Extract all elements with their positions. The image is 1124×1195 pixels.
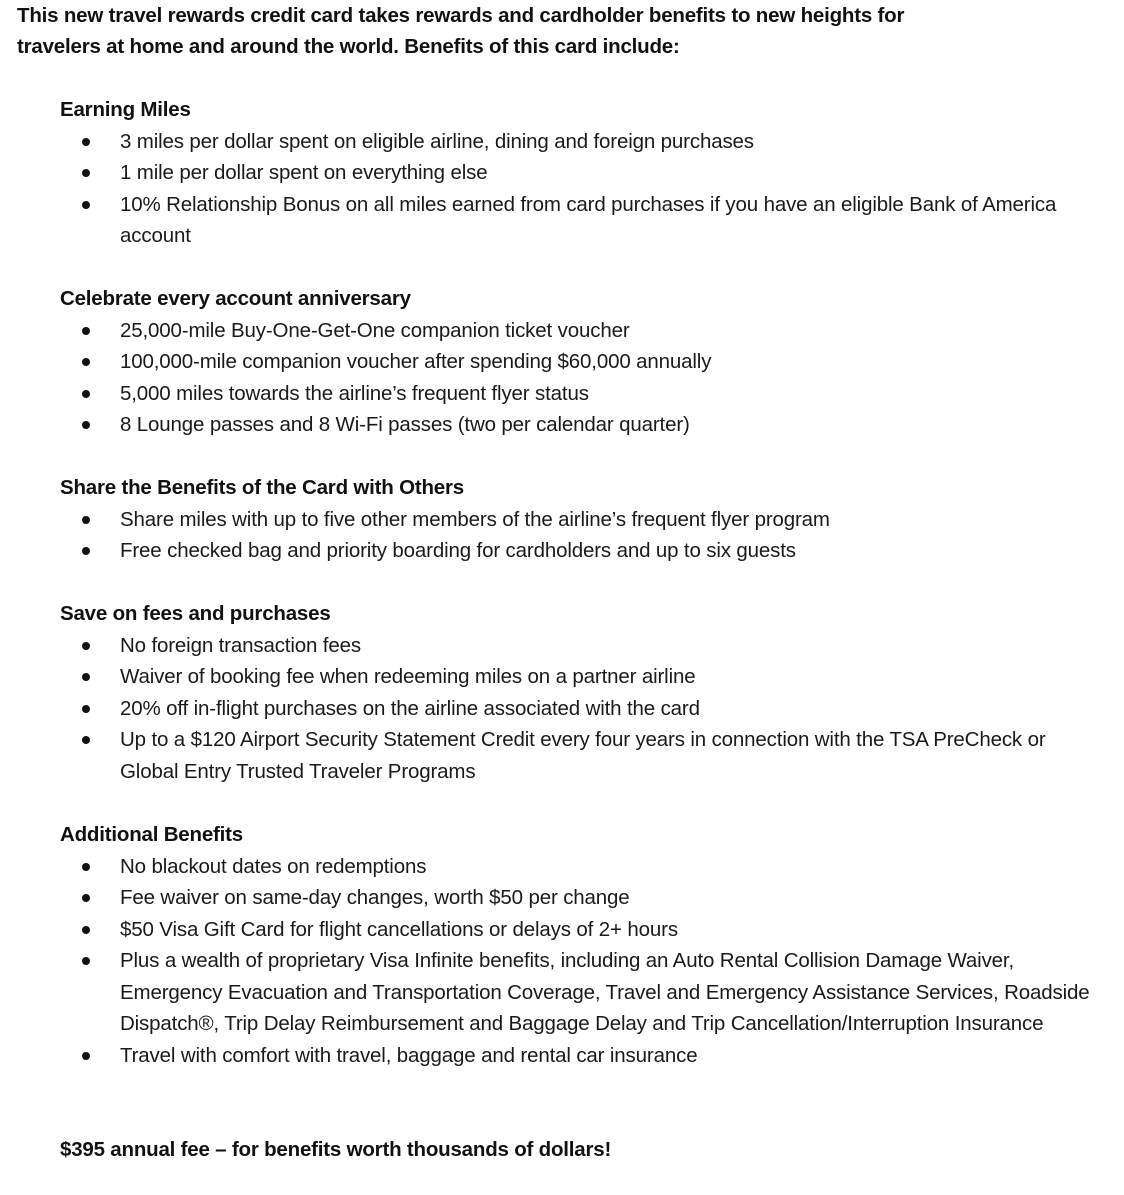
benefit-list: [60, 504, 1110, 567]
section-additional-benefits: [60, 819, 1110, 1071]
bullet-icon: [82, 358, 90, 366]
benefit-list: [60, 126, 1110, 252]
list-item: No blackout dates on redemptions: [60, 851, 1110, 883]
section-earning-miles: [60, 94, 1110, 252]
bullet-icon: [82, 390, 90, 398]
section-heading: Celebrate every account anniversary: [60, 287, 411, 310]
list-item: Waiver of booking fee when redeeming miles on a partner airline: [60, 661, 1110, 693]
bullet-icon: [82, 138, 90, 146]
annual-fee-statement: $395 annual fee – for benefits worth thousands of dollars!: [60, 1138, 612, 1161]
bullet-icon: [82, 169, 90, 177]
intro-paragraph: [17, 0, 1097, 62]
section-heading: Share the Benefits of the Card with Others: [60, 476, 464, 499]
list-item: Travel with comfort with travel, baggage and rental car insurance: [60, 1040, 1110, 1072]
section-heading: Earning Miles: [60, 98, 191, 121]
bullet-icon: [82, 201, 90, 209]
list-item: 25,000-mile Buy-One-Get-One companion ticket voucher: [60, 315, 1110, 347]
section-anniversary: [60, 283, 1110, 441]
bullet-icon: [82, 673, 90, 681]
bullet-icon: [82, 863, 90, 871]
intro-line-1: This new travel rewards credit card takes rewards and cardholder benefits to new heights for: [17, 4, 905, 27]
bullet-icon: [82, 516, 90, 524]
bullet-icon: [82, 642, 90, 650]
list-item: $50 Visa Gift Card for flight cancellations or delays of 2+ hours: [60, 914, 1110, 946]
list-item: No foreign transaction fees: [60, 630, 1110, 662]
section-share-benefits: [60, 472, 1110, 567]
bullet-icon: [82, 705, 90, 713]
benefit-list: [60, 630, 1110, 788]
list-item: 3 miles per dollar spent on eligible airline, dining and foreign purchases: [60, 126, 1110, 158]
bullet-icon: [82, 547, 90, 555]
list-item: 8 Lounge passes and 8 Wi-Fi passes (two per calendar quarter): [60, 409, 1110, 441]
section-heading: Save on fees and purchases: [60, 602, 331, 625]
bullet-icon: [82, 894, 90, 902]
list-item: 5,000 miles towards the airline’s frequent flyer status: [60, 378, 1110, 410]
list-item: 20% off in-flight purchases on the airline associated with the card: [60, 693, 1110, 725]
bullet-icon: [82, 926, 90, 934]
benefit-list: [60, 315, 1110, 441]
intro-line-2: travelers at home and around the world. Benefits of this card include:: [17, 35, 680, 58]
list-item: Fee waiver on same-day changes, worth $50 per change: [60, 882, 1110, 914]
bullet-icon: [82, 1052, 90, 1060]
list-item: 10% Relationship Bonus on all miles earned from card purchases if you have an eligible Bank of America account: [60, 189, 1110, 252]
list-item: Free checked bag and priority boarding for cardholders and up to six guests: [60, 535, 1110, 567]
list-item: Up to a $120 Airport Security Statement Credit every four years in connection with the TSA PreCheck or Global Entry Trusted Traveler Programs: [60, 724, 1100, 787]
bullet-icon: [82, 736, 90, 744]
list-item: 100,000-mile companion voucher after spending $60,000 annually: [60, 346, 1110, 378]
list-item: Plus a wealth of proprietary Visa Infinite benefits, including an Auto Rental Collision Damage Waiver, Emergency Evacuation and Transportation Coverage, Travel and Emergency Assistance Services, Roadside Dispatch®, Trip Delay Reimbursement and Baggage Delay and Trip Cancellation/Interruption Insurance: [60, 945, 1110, 1040]
bullet-icon: [82, 327, 90, 335]
list-item: 1 mile per dollar spent on everything else: [60, 157, 1110, 189]
bullet-icon: [82, 421, 90, 429]
benefit-list: [60, 851, 1110, 1072]
bullet-icon: [82, 957, 90, 965]
list-item: Share miles with up to five other members of the airline’s frequent flyer program: [60, 504, 1110, 536]
section-heading: Additional Benefits: [60, 823, 243, 846]
section-save-fees: [60, 598, 1110, 787]
